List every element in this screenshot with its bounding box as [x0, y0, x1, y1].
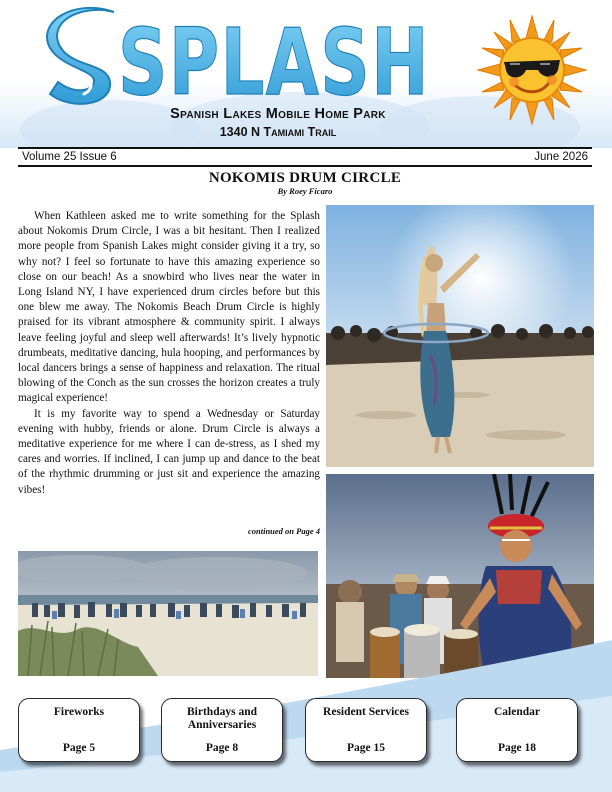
- masthead: [0, 0, 612, 148]
- feature-box-resident-services[interactable]: [305, 698, 427, 762]
- park-address: 1340 N Tamiami Trail: [219, 125, 337, 139]
- article-body: [18, 209, 320, 498]
- feature-box-title: Fireworks: [53, 706, 105, 718]
- feature-box-page: Page 15: [346, 742, 385, 754]
- issue-date: June 2026: [534, 151, 588, 163]
- feature-box-title: Resident Services: [323, 706, 409, 718]
- photo-hula-dancer: [326, 205, 594, 467]
- feature-box-title: Birthdays and Anniversaries: [187, 706, 257, 731]
- feature-box-page: Page 8: [205, 742, 239, 754]
- feature-box-birthdays[interactable]: [161, 698, 283, 762]
- feature-box-calendar[interactable]: [456, 698, 578, 762]
- splash-logo: [34, 2, 434, 110]
- continued-note: continued on Page 4: [247, 526, 320, 536]
- blue-swoosh-decoration: [0, 600, 612, 792]
- splash-title: SPLASH: [118, 9, 430, 110]
- feature-box-page: Page 5: [62, 742, 96, 754]
- issue-volume: Volume 25 Issue 6: [22, 151, 117, 163]
- article-paragraph: When Kathleen asked me to write something for the Splash about Nokomis Drum Circle, I was a bit hesitant. Then I realized more people from Spanish Lakes might consider giving it a try, so why not? I feel so fortunate to have this amazing experience so close on our beach! As a snowbird who lives near the water in Long Island NY, I have experienced drum circles before but this one blew me away. The Nokomis Beach Drum Circle is highly praised for its vibrant atmosphere & community spirit. I always leave feeling joyful and sleep well afterwards! It’s lively hypnotic drumbeats, meditative dancing, hula hooping, and performances by local dancers brings a sense of happiness and relaxation. The ritual blowing of the Conch as the sun crosses the horizon creates a truly magical experience!: [18, 210, 320, 405]
- sun-with-sunglasses-icon: [476, 14, 588, 126]
- feature-box-title: Calendar: [494, 706, 540, 718]
- article-headline: NOKOMIS DRUM CIRCLE: [208, 170, 402, 186]
- feature-box-fireworks[interactable]: [18, 698, 140, 762]
- article-paragraph: It is my favorite way to spend a Wednesday or Saturday evening with hubby, friends or alone. Drum Circle is always a meditative experience for me where I can de-stress, as I shed my cares and worries. If inclined, I can jump up and dance to the beat of the rhythmic drumming or just sit and experience the amazing vibes!: [18, 407, 320, 496]
- park-name: Spanish Lakes Mobile Home Park: [170, 106, 386, 122]
- feature-box-page: Page 18: [497, 742, 536, 754]
- issue-bar: [18, 147, 592, 167]
- article-byline: By Roey Ficaro: [277, 186, 333, 196]
